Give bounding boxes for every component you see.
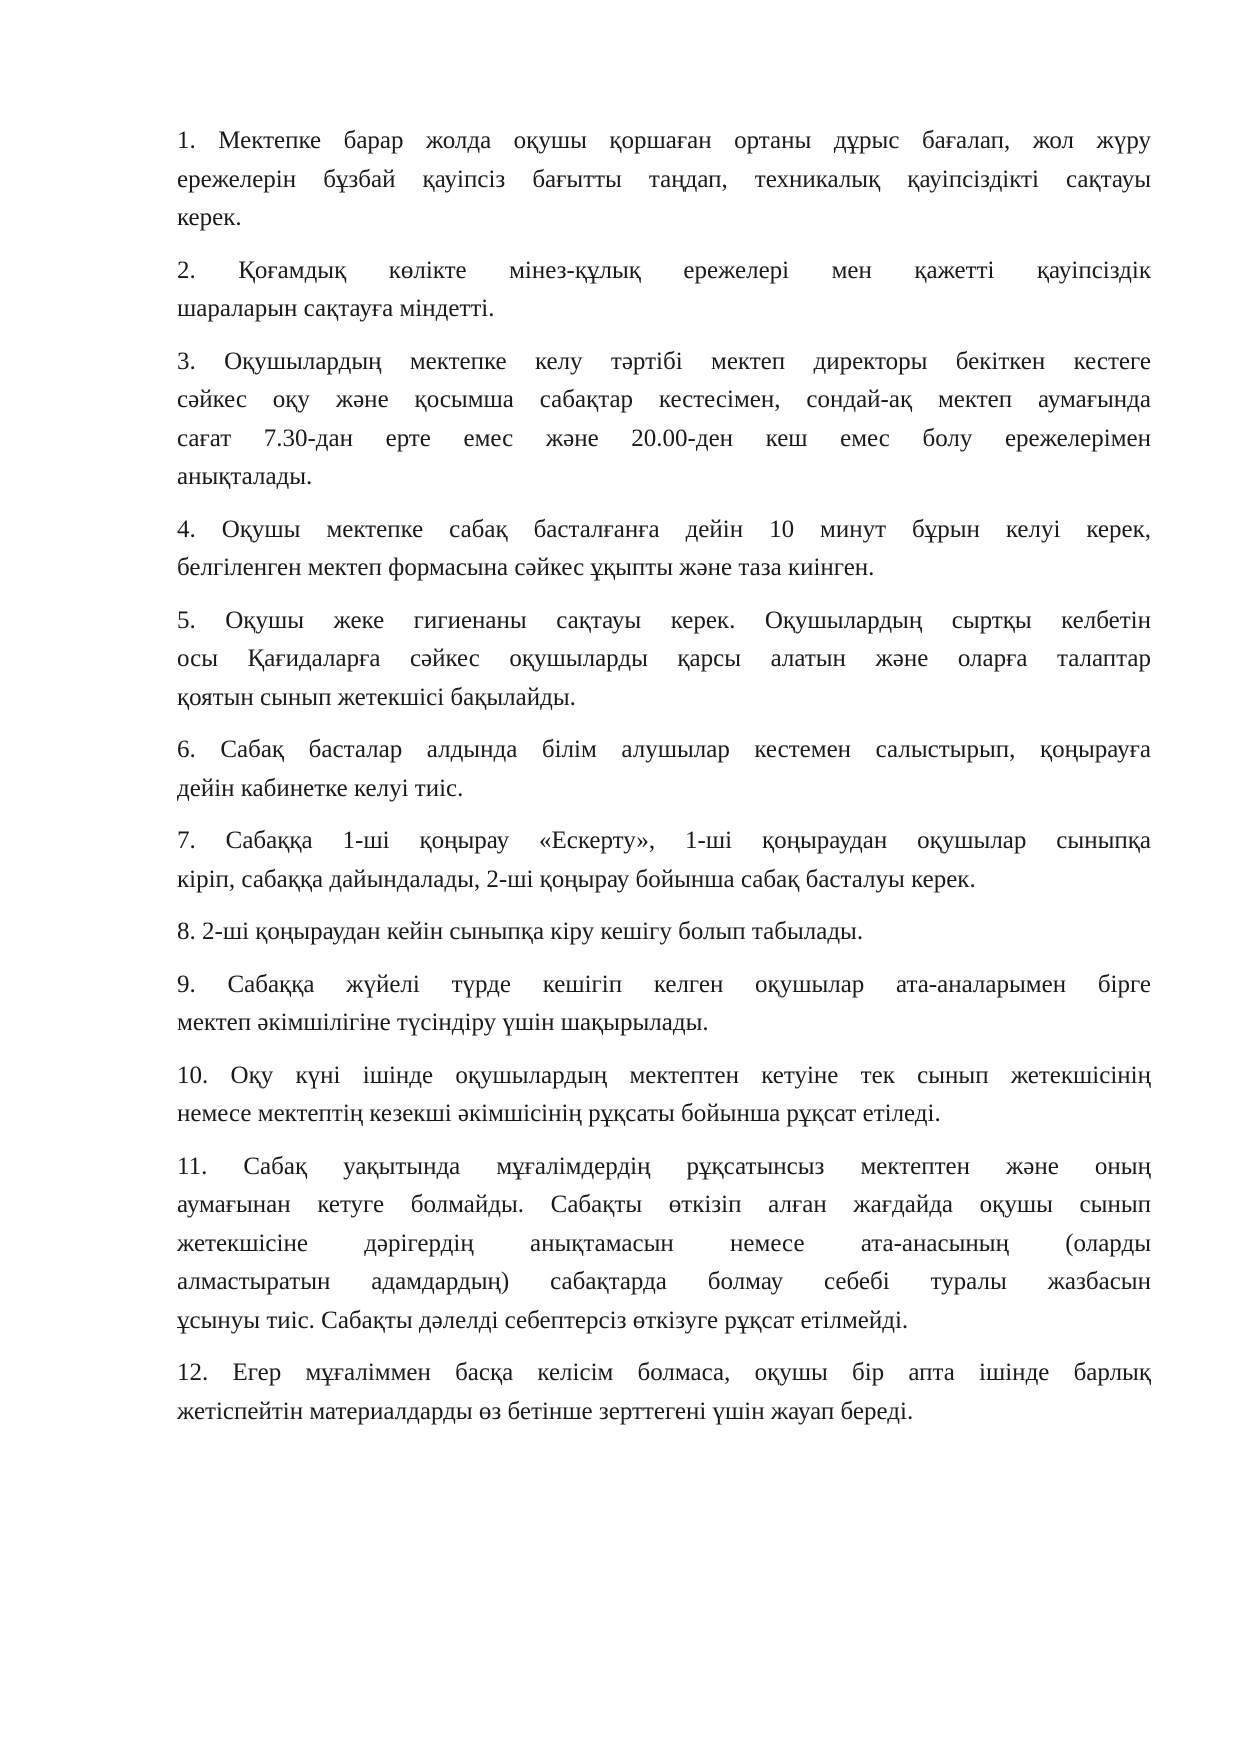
paragraph-line: сәйкес оқу және қосымша сабақтар кестесімен, сондай-ақ мектеп аумағында: [177, 386, 1151, 413]
paragraph-line: керек.: [177, 204, 242, 231]
paragraph-line: ережелерін бұзбай қауіпсіз бағытты таңдап, техникалық қауіпсіздікті сақтауы: [177, 165, 1151, 193]
paragraph-line: қоятын сынып жетекшісі бақылайды.: [177, 683, 576, 711]
paragraph-line: шараларын сақтауға міндетті.: [177, 295, 495, 322]
rule-paragraph-3: [177, 343, 1151, 497]
paragraph-line: кіріп, сабаққа дайындалады, 2-ші қоңырау бойынша сабақ басталуы керек.: [177, 865, 976, 893]
paragraph-line: ұсынуы тиіс. Сабақты дәлелді себептерсіз өткізуге рұқсат етілмейді.: [177, 1306, 909, 1334]
paragraph-line: жетіспейтін материалдарды өз бетінше зерттегені үшін жауап береді.: [177, 1397, 914, 1425]
document-body: [177, 122, 1151, 1445]
rule-paragraph-11: [177, 1148, 1151, 1341]
paragraph-line: мектеп әкімшілігіне түсіндіру үшін шақырылады.: [177, 1009, 709, 1036]
rule-paragraph-7: [177, 822, 1151, 899]
paragraph-line: аумағынан кетуге болмайды. Сабақты өткізіп алған жағдайда оқушы сынып: [177, 1191, 1151, 1218]
paragraph-line: 10. Оқу күні ішінде оқушылардың мектептен кетуіне тек сынып жетекшісінің: [177, 1061, 1151, 1089]
paragraph-line: жетекшісіне дәрігердің анықтамасын немесе ата-анасының (оларды: [177, 1229, 1151, 1257]
rule-paragraph-8: [177, 913, 1151, 952]
paragraph-line: 9. Сабаққа жүйелі түрде кешігіп келген оқушылар ата-аналарымен бірге: [177, 970, 1151, 998]
rule-paragraph-5: [177, 602, 1151, 718]
paragraph-line: 5. Оқушы жеке гигиенаны сақтауы керек. Оқушылардың сыртқы келбетін: [177, 606, 1151, 634]
rule-paragraph-1: [177, 122, 1151, 238]
paragraph-line: осы Қағидаларға сәйкес оқушыларды қарсы алатын және оларға талаптар: [177, 645, 1151, 672]
paragraph-line: 4. Оқушы мектепке сабақ басталғанға дейін 10 минут бұрын келуі керек,: [177, 515, 1151, 543]
paragraph-line: 1. Мектепке барар жолда оқушы қоршаған ортаны дұрыс бағалап, жол жүру: [177, 127, 1151, 154]
rule-paragraph-6: [177, 731, 1151, 808]
paragraph-line: 3. Оқушылардың мектепке келу тәртібі мектеп директоры бекіткен кестеге: [177, 347, 1151, 375]
rule-paragraph-9: [177, 966, 1151, 1043]
paragraph-line: 7. Сабаққа 1-ші қоңырау «Ескерту», 1-ші қоңыраудан оқушылар сыныпқа: [177, 827, 1151, 854]
rule-paragraph-2: [177, 252, 1151, 329]
paragraph-line: 11. Сабақ уақытында мұғалімдердің рұқсатынсыз мектептен және оның: [177, 1152, 1151, 1180]
paragraph-line: 12. Егер мұғаліммен басқа келісім болмаса, оқушы бір апта ішінде барлық: [177, 1359, 1151, 1386]
paragraph-line: 8. 2-ші қоңыраудан кейін сыныпқа кіру кешігу болып табылады.: [177, 918, 864, 945]
paragraph-line: 6. Сабақ басталар алдында білім алушылар кестемен салыстырып, қоңырауға: [177, 736, 1151, 763]
paragraph-line: 2. Қоғамдық көлікте мінез-құлық ережелері мен қажетті қауіпсіздік: [177, 256, 1151, 284]
paragraph-line: сағат 7.30-дан ерте емес және 20.00-ден кеш емес болу ережелерімен: [177, 424, 1151, 452]
paragraph-line: белгіленген мектеп формасына сәйкес ұқыпты және таза киінген.: [177, 554, 875, 581]
paragraph-line: немесе мектептің кезекші әкімшісінің рұқсаты бойынша рұқсат етіледі.: [177, 1100, 941, 1127]
paragraph-line: анықталады.: [177, 463, 313, 490]
rule-paragraph-4: [177, 511, 1151, 588]
paragraph-line: дейін кабинетке келуі тиіс.: [177, 774, 464, 802]
paragraph-line: алмастыратын адамдардың) сабақтарда болмау себебі туралы жазбасын: [177, 1268, 1151, 1295]
rule-paragraph-12: [177, 1354, 1151, 1431]
rule-paragraph-10: [177, 1057, 1151, 1134]
